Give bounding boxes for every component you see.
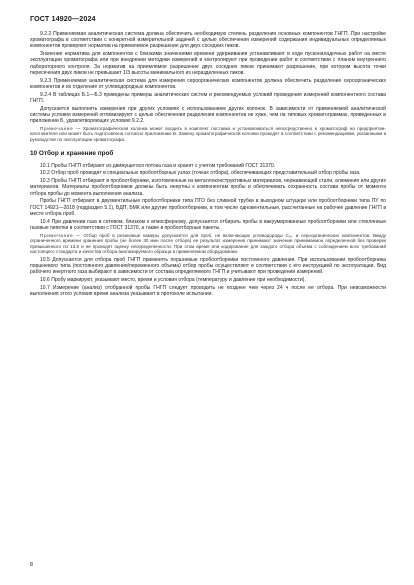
paragraph-other-conditions: Допускается выполнять измерения при других условиях с использованием других колонок. В зависимости от применяемой аналитической системы условия измерений оптимизируют с целью обеспечения разделения компонентов не хуже, чем на типовых хроматограммах, приведенных в приложении Б, удовлетворяющих условию 9.2.2.	[30, 105, 386, 125]
paragraph-samplers: Пробы ГНГП отбирают в двухвентильные пробоотборники типа ПГО без сливной трубки в выходном штуцере или пробоотборники типа ПУ по ГОСТ 14921—2018 (подраздел 5.1), БДП, БМК или другие пробоотборники, в том числе одновентильные, рассчитанные на рабочее давление ГНГП в месте отбора проб.	[30, 198, 386, 217]
page-number: 8	[30, 562, 33, 568]
paragraph-normative: Значение норматива для компонентов с близкими значениями времени удерживания устанавливают в ходе пусконаладочных работ на месте эксплуатации хроматографа или при внедрении методики измерений и контролируют при проведении работ в соответствии с планом внутреннего лабораторного контроля. За норматив на приемлемое разрешение двух соседних пиков принимают разрешение, при котором высота точки пересечения двух пиков не превышает 1/3 высоты минимального из неразделенных пиков.	[30, 51, 386, 76]
note-rubber-chambers	[30, 233, 386, 255]
paragraph-9-2-2: 9.2.2 Применяемая аналитическая система должна обеспечить необходимую степень разделения основных компонентов ГНГП. При настройке хроматографа в соответствии с конкретной измерительной задачей с целью обеспечения измерений содержания индивидуальных определяемых компонентов проверяют норматив на приемлемое разрешение для двух соседних пиков.	[30, 31, 386, 50]
note-text: — Хроматографическая колонка может входить в комплект поставки и устанавливаться непосредственно в хроматограф на предприятии-изготовителе или может быть подготовлена согласно приложению В. Замену хроматографической колонки проводят в соответствии с рекомендациями, указанными в руководстве по эксплуатации хроматографа.	[30, 125, 386, 142]
paragraph-10-6: 10.6 Пробу маркируют, указывают место, время и условия отбора (температуру и давление при необходимости).	[40, 277, 306, 284]
note-chromatograph-column	[30, 126, 386, 143]
paragraph-10-5: 10.5 Допускается для отбора проб ГНГП применять поршневые пробоотборники постоянного давления. При использовании пробоотборника поршневого типа (постоянного давления/переменного объема) отбор пробы осуществляют в соответствии с его инструкцией по эксплуатации. Вид рабочего инертного газа выбирают в зависимости от состава определяемого ГНГП и учитывают при проведении измерений.	[30, 256, 386, 276]
document-header: ГОСТ 14920—2024	[30, 14, 96, 23]
paragraph-9-2-4: 9.2.4 В таблицах Б.1—Б.3 приведены примеры аналитических систем и рекомендуемых условий проведения измерений компонентного состава ГНГП.	[30, 91, 386, 104]
paragraph-10-7: 10.7 Измерение (анализ) отобранной пробы ГНГП следует проводить не позднее чем через 24 ч после ее отбора. При невозможности выполнения этого условия время анализа указывают в протоколе испытания.	[30, 284, 386, 298]
paragraph-10-1: 10.1 Пробы ГНГП отбирают из движущегося потока газа и хранят с учетом требований ГОСТ 31370.	[40, 162, 276, 169]
paragraph-10-4: 10.4 При давлении газа в сетевом, близком к атмосферному, допускается отбирать пробы в вакуумированные пробоотборники или стеклянные газовые пипетки в соответствии с ГОСТ 31370, а также в пробоотборные пакеты.	[30, 218, 386, 231]
note-text: — Отбор проб в резиновые камеры допускается для проб, не включающих углеводороды C₅₊ и сероорганических компонентов. Ввиду ограниченного времени хранения пробы (не более 30 мин после отбора) ее результат измерения принимают значение принимаемое определенной без проверки превышенного по 13.6 и не проводят оценку неопределенности. При этом время или кодирование для каждого отбора объема с соблюдением всех требований настоящего стандарта и качества отбора анализируемого образца в применяемом оборудовании.	[30, 232, 386, 255]
paragraph-10-2: 10.2 Отбор проб проводят в специальных пробоотборных узлах (точках отбора), обеспечивающих представительный отбор пробы газа.	[40, 170, 361, 177]
note-label: Примечание	[40, 125, 74, 131]
paragraph-9-2-3: 9.2.3 Применяемая аналитическая система для измерения сероорганических компонентов должна обеспечить разделение сероорганических компонентов и их отделение от углеводородных компонентов.	[30, 77, 386, 90]
section-heading: 10 Отбор и хранение проб	[30, 149, 114, 157]
note-label: Примечание	[40, 232, 74, 238]
paragraph-10-3: 10.3 Пробы ГНГП отбирают в пробоотборники, изготовленные из металлоконструктивных материалов, нержавеющей стали, алюминия или других материалов. Материалы пробоотборников должны быть инертны к компонентам пробы и обеспечивать сохранность состава пробы от момента отбора пробы до момента выполнения анализа.	[30, 178, 386, 197]
